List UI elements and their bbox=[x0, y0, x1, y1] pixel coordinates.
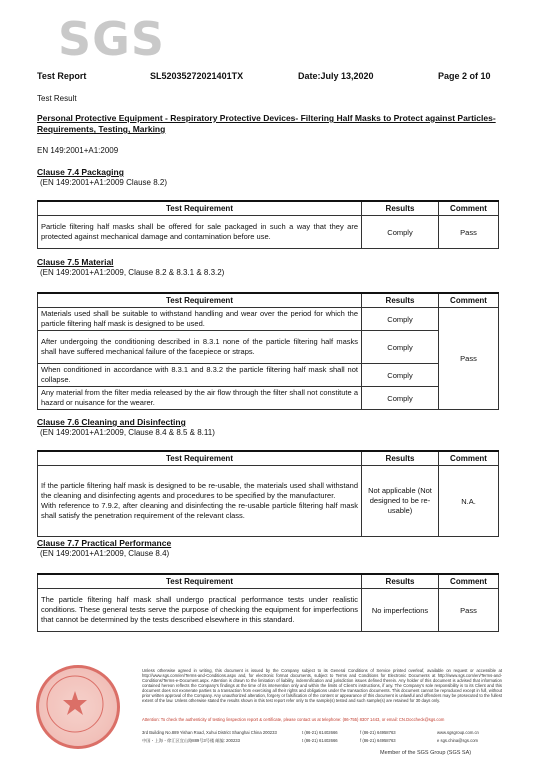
requirement-text: If the particle filtering half mask is designed to be re-usable, the materials used shall withstand the cleaning and disinfecting agents and procedures to be specified by the manufacturer. bbox=[41, 481, 358, 500]
section-ref: (EN 149:2001+A1:2009, Clause 8.4) bbox=[40, 549, 170, 558]
table-row bbox=[38, 364, 499, 387]
header-requirement: Test Requirement bbox=[38, 201, 362, 216]
standard-ref: EN 149:2001+A1:2009 bbox=[37, 146, 119, 155]
result-text: Comply bbox=[362, 387, 439, 410]
disclaimer-text: Unless otherwise agreed in writing, this document is issued by the Company subject to its General Conditions of Service printed overleaf, available on request or accessible at http://www.sgs.com/en/Terms-and-Conditions.aspx and, for electronic format documents, subject to Terms and Conditions for Electronic Documents at http://www.sgs.com/en/Terms-and-Conditions/Terms-e-Document.aspx. Attention is drawn to the limitation of liability, indemnification and jurisdiction issues defined therein. Any holder of this document is advised that information contained hereon reflects the Company's findings at the time of its intervention only and within the limits of Client's instructions, if any. The Company's sole responsibility is to its Client and this document does not exonerate parties to a transaction from exercising all their rights and obligations under the transaction documents. This document cannot be reproduced except in full, without prior written approval of the Company. Any unauthorized alteration, forgery or falsification of the content or appearance of this document is unlawful and offenders may be prosecuted to the fullest extent of the law. Unless otherwise stated the results shown in this test report refer only to the sample(s) tested and such sample(s) are retained for 30 days only. bbox=[142, 668, 502, 703]
header-comment: Comment bbox=[439, 574, 499, 589]
table-row bbox=[38, 216, 499, 249]
header-results: Results bbox=[362, 293, 439, 308]
header-comment: Comment bbox=[439, 451, 499, 466]
result-text: Comply bbox=[362, 364, 439, 387]
table-row bbox=[38, 387, 499, 410]
requirements-table bbox=[37, 573, 499, 632]
header-requirement: Test Requirement bbox=[38, 451, 362, 466]
member-text: Member of the SGS Group (SGS SA) bbox=[380, 750, 472, 756]
comment-text: Pass bbox=[439, 589, 499, 632]
header-requirement: Test Requirement bbox=[38, 293, 362, 308]
table-row bbox=[38, 589, 499, 632]
sgs-logo: SGS bbox=[58, 12, 166, 66]
result-text: No imperfections bbox=[362, 589, 439, 632]
requirement-text: Any material from the filter media released by the air flow through the filter shall not constitute a hazard or nuisance for the wearer. bbox=[38, 387, 362, 410]
requirement-text: Materials used shall be suitable to withstand handling and wear over the period for which the particle filtering half mask is designed to be used. bbox=[38, 308, 362, 331]
company-seal bbox=[36, 665, 120, 749]
telephone: t (86-21) 61402666 bbox=[302, 738, 338, 743]
email: e sgs.china@sgs.com bbox=[437, 738, 479, 743]
section-title: Clause 7.7 Practical Performance bbox=[37, 538, 172, 548]
section-ref: (EN 149:2001+A1:2009 Clause 8.2) bbox=[40, 178, 167, 187]
section-title: Clause 7.4 Packaging bbox=[37, 167, 124, 177]
table-row bbox=[38, 466, 499, 537]
address-en: 3rd Building No.889 Yishan Road, Xuhui District Shanghai China 200233 bbox=[142, 730, 277, 735]
report-date: Date:July 13,2020 bbox=[298, 71, 374, 81]
test-result-label: Test Result bbox=[37, 94, 77, 103]
report-label: Test Report bbox=[37, 71, 87, 81]
table-row bbox=[38, 308, 499, 331]
result-text: Comply bbox=[362, 331, 439, 364]
header-comment: Comment bbox=[439, 293, 499, 308]
address-cn: 中国・上海・徐汇区宜山路889号3号楼 邮编: 200233 bbox=[142, 738, 240, 743]
header-comment: Comment bbox=[439, 201, 499, 216]
header-results: Results bbox=[362, 201, 439, 216]
section-ref: (EN 149:2001+A1:2009, Clause 8.2 & 8.3.1 & 8.3.2) bbox=[40, 268, 225, 277]
comment-text: N.A. bbox=[439, 466, 499, 537]
result-text: Comply bbox=[362, 308, 439, 331]
requirement-text: The particle filtering half mask shall undergo practical performance tests under realistic conditions. These general tests serve the purpose of checking the equipment for imperfections that cannot be determined by the tests described elsewhere in this standard. bbox=[38, 589, 362, 632]
comment-text: Pass bbox=[439, 308, 499, 410]
requirements-table bbox=[37, 292, 499, 410]
section-ref: (EN 149:2001+A1:2009, Clause 8.4 & 8.5 & 8.11) bbox=[40, 428, 215, 437]
requirements-table bbox=[37, 200, 499, 249]
page-number: Page 2 of 10 bbox=[438, 71, 491, 81]
result-text: Not applicable (Not designed to be re-usable) bbox=[362, 466, 439, 537]
telephone: t (86-21) 61402666 bbox=[302, 730, 338, 735]
report-number: SL52035272021401TX bbox=[150, 71, 244, 81]
section-title: Clause 7.6 Cleaning and Disinfecting bbox=[37, 417, 186, 427]
table-row bbox=[38, 331, 499, 364]
header-results: Results bbox=[362, 451, 439, 466]
header-requirement: Test Requirement bbox=[38, 574, 362, 589]
requirement-text: After undergoing the conditioning described in 8.3.1 none of the particle filtering half masks shall have suffered mechanical failure of the facepiece or straps. bbox=[38, 331, 362, 364]
requirement-text: When conditioned in accordance with 8.3.1 and 8.3.2 the particle filtering half mask shall not collapse. bbox=[38, 364, 362, 387]
fax: f (86-21) 64958763 bbox=[360, 730, 396, 735]
requirements-table bbox=[37, 450, 499, 537]
document-title: Personal Protective Equipment - Respiratory Protective Devices- Filtering Half Masks to Protect against Particles- Requirements, Testing, Marking bbox=[37, 113, 496, 134]
header-results: Results bbox=[362, 574, 439, 589]
attention-text: Attention: To check the authenticity of testing /inspection report & certificate, please contact us at telephone: (86-755) 8307 1443, or email: CN.Doccheck@sgs.com bbox=[142, 717, 445, 722]
website: www.sgsgroup.com.cn bbox=[437, 730, 479, 735]
comment-text: Pass bbox=[439, 216, 499, 249]
section-title: Clause 7.5 Material bbox=[37, 257, 114, 267]
fax: f (86-21) 64958763 bbox=[360, 738, 396, 743]
requirement-text: Particle filtering half masks shall be offered for sale packaged in such a way that they are protected against mechanical damage and contamination before use. bbox=[38, 216, 362, 249]
requirement-text: With reference to 7.9.2, after cleaning and disinfecting the re-usable particle filtering half mask shall satisfy the penetration requirement of the relevant class. bbox=[41, 501, 358, 520]
result-text: Comply bbox=[362, 216, 439, 249]
requirement-cell bbox=[38, 466, 362, 537]
